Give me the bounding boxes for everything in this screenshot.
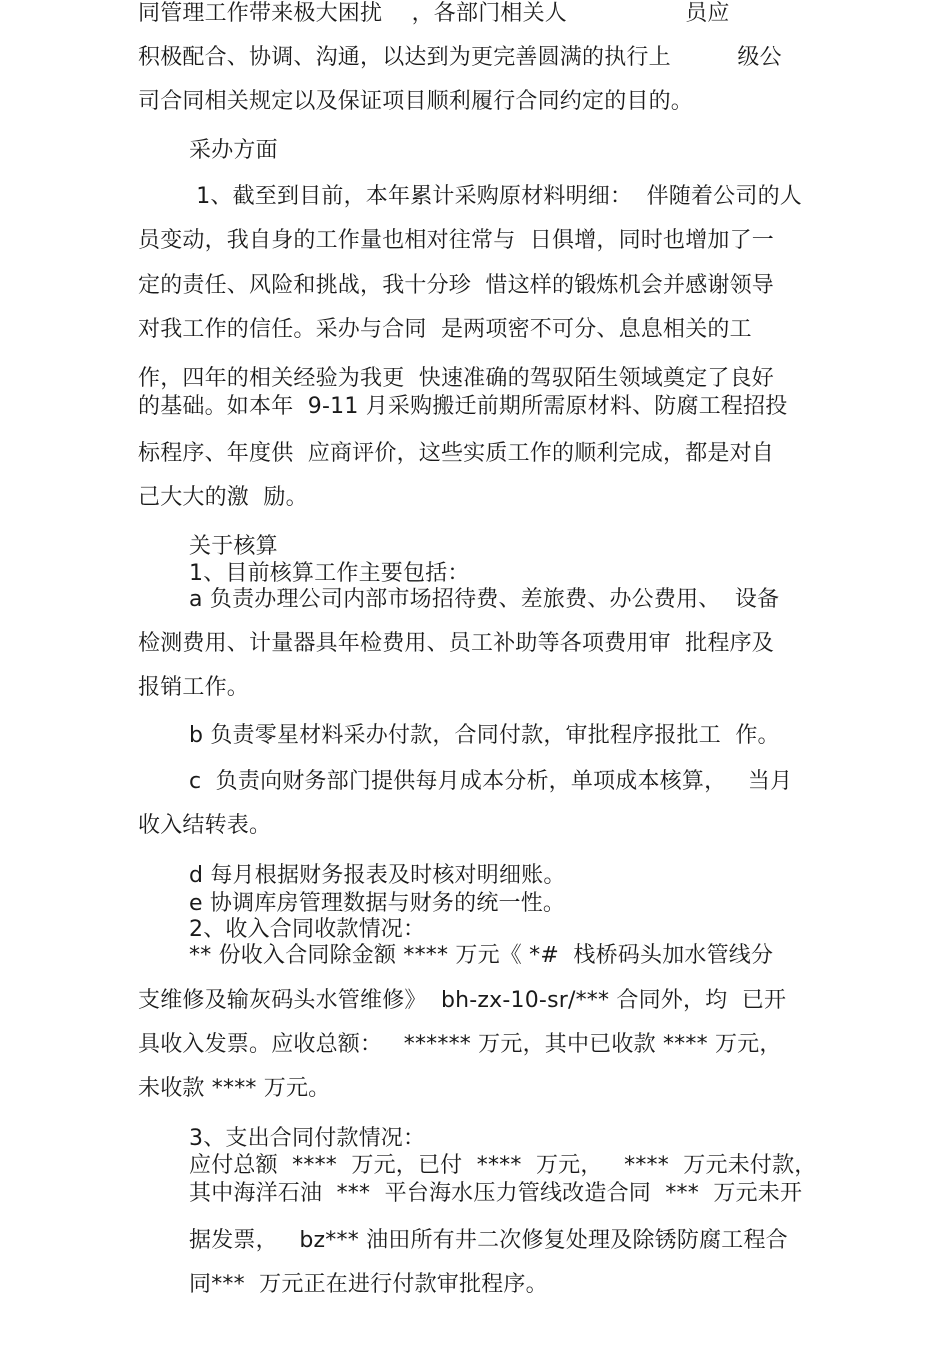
text-line-10: 的基础。如本年 9-11 月采购搬迁前期所需原材料、防腐工程招投 [138, 394, 788, 419]
text-line-21: d 每月根据财务报表及时核对明细账。 [189, 863, 566, 888]
text-line-12: 己大大的激 励。 [138, 485, 308, 510]
text-line-26: 具收入发票。应收总额： ****** 万元，其中已收款 **** 万元， [138, 1032, 782, 1057]
text-line-14: 1、目前核算工作主要包括： [189, 561, 470, 586]
text-line-5: 1、截至到目前，本年累计采购原材料明细： 伴随着公司的人 [189, 184, 802, 209]
text-line-25: 支维修及输灰码头水管维修》 bh-zx-10-sr/*** 合同外，均 已开 [138, 988, 787, 1013]
text-line-19: c 负责向财务部门提供每月成本分析，单项成本核算， 当月 [189, 769, 793, 794]
text-line-8: 对我工作的信任。采办与合同 是两项密不可分、息息相关的工 [138, 317, 752, 342]
text-line-16: 检测费用、计量器具年检费用、员工补助等各项费用审 批程序及 [138, 631, 774, 656]
text-line-18: b 负责零星材料采办付款，合同付款，审批程序报批工 作。 [189, 723, 780, 748]
text-line-31: 据发票， bz*** 油田所有井二次修复处理及除锈防腐工程合 [189, 1228, 788, 1253]
text-line-22: e 协调库房管理数据与财务的统一性。 [189, 891, 566, 916]
text-line-11: 标程序、年度供 应商评价，这些实质工作的顺利完成，都是对自 [138, 441, 774, 466]
text-line-30: 其中海洋石油 *** 平台海水压力管线改造合同 *** 万元未开 [189, 1181, 803, 1206]
text-line-28: 3、支出合同付款情况： [189, 1126, 426, 1151]
text-line-15: a 负责办理公司内部市场招待费、差旅费、办公费用、 设备 [189, 587, 780, 612]
section-heading-accounting: 关于核算 [189, 534, 278, 559]
text-line-32: 同*** 万元正在进行付款审批程序。 [189, 1272, 548, 1297]
text-line-27: 未收款 **** 万元。 [138, 1076, 331, 1101]
text-line-1: 同管理工作带来极大困扰 ，各部门相关人 员应 [138, 1, 730, 26]
text-line-29: 应付总额 **** 万元，已付 **** 万元， **** 万元未付款， [189, 1153, 817, 1178]
text-line-6: 员变动，我自身的工作量也相对往常与 日俱增，同时也增加了一 [138, 228, 774, 253]
text-line-17: 报销工作。 [138, 675, 250, 700]
text-line-20: 收入结转表。 [138, 813, 272, 838]
text-line-2: 积极配合、协调、沟通，以达到为更完善圆满的执行上 级公 [138, 45, 782, 70]
text-line-23: 2、收入合同收款情况： [189, 917, 426, 942]
text-line-24: ** 份收入合同除金额 **** 万元《 *# 栈桥码头加水管线分 [189, 943, 774, 968]
text-line-7: 定的责任、风险和挑战，我十分珍 惜这样的锻炼机会并感谢领导 [138, 273, 774, 298]
text-line-9: 作，四年的相关经验为我更 快速准确的驾驭陌生领域奠定了良好 [138, 366, 774, 391]
section-heading-procurement: 采办方面 [189, 138, 278, 163]
text-line-3: 司合同相关规定以及保证项目顺利履行合同约定的目的。 [138, 89, 694, 114]
